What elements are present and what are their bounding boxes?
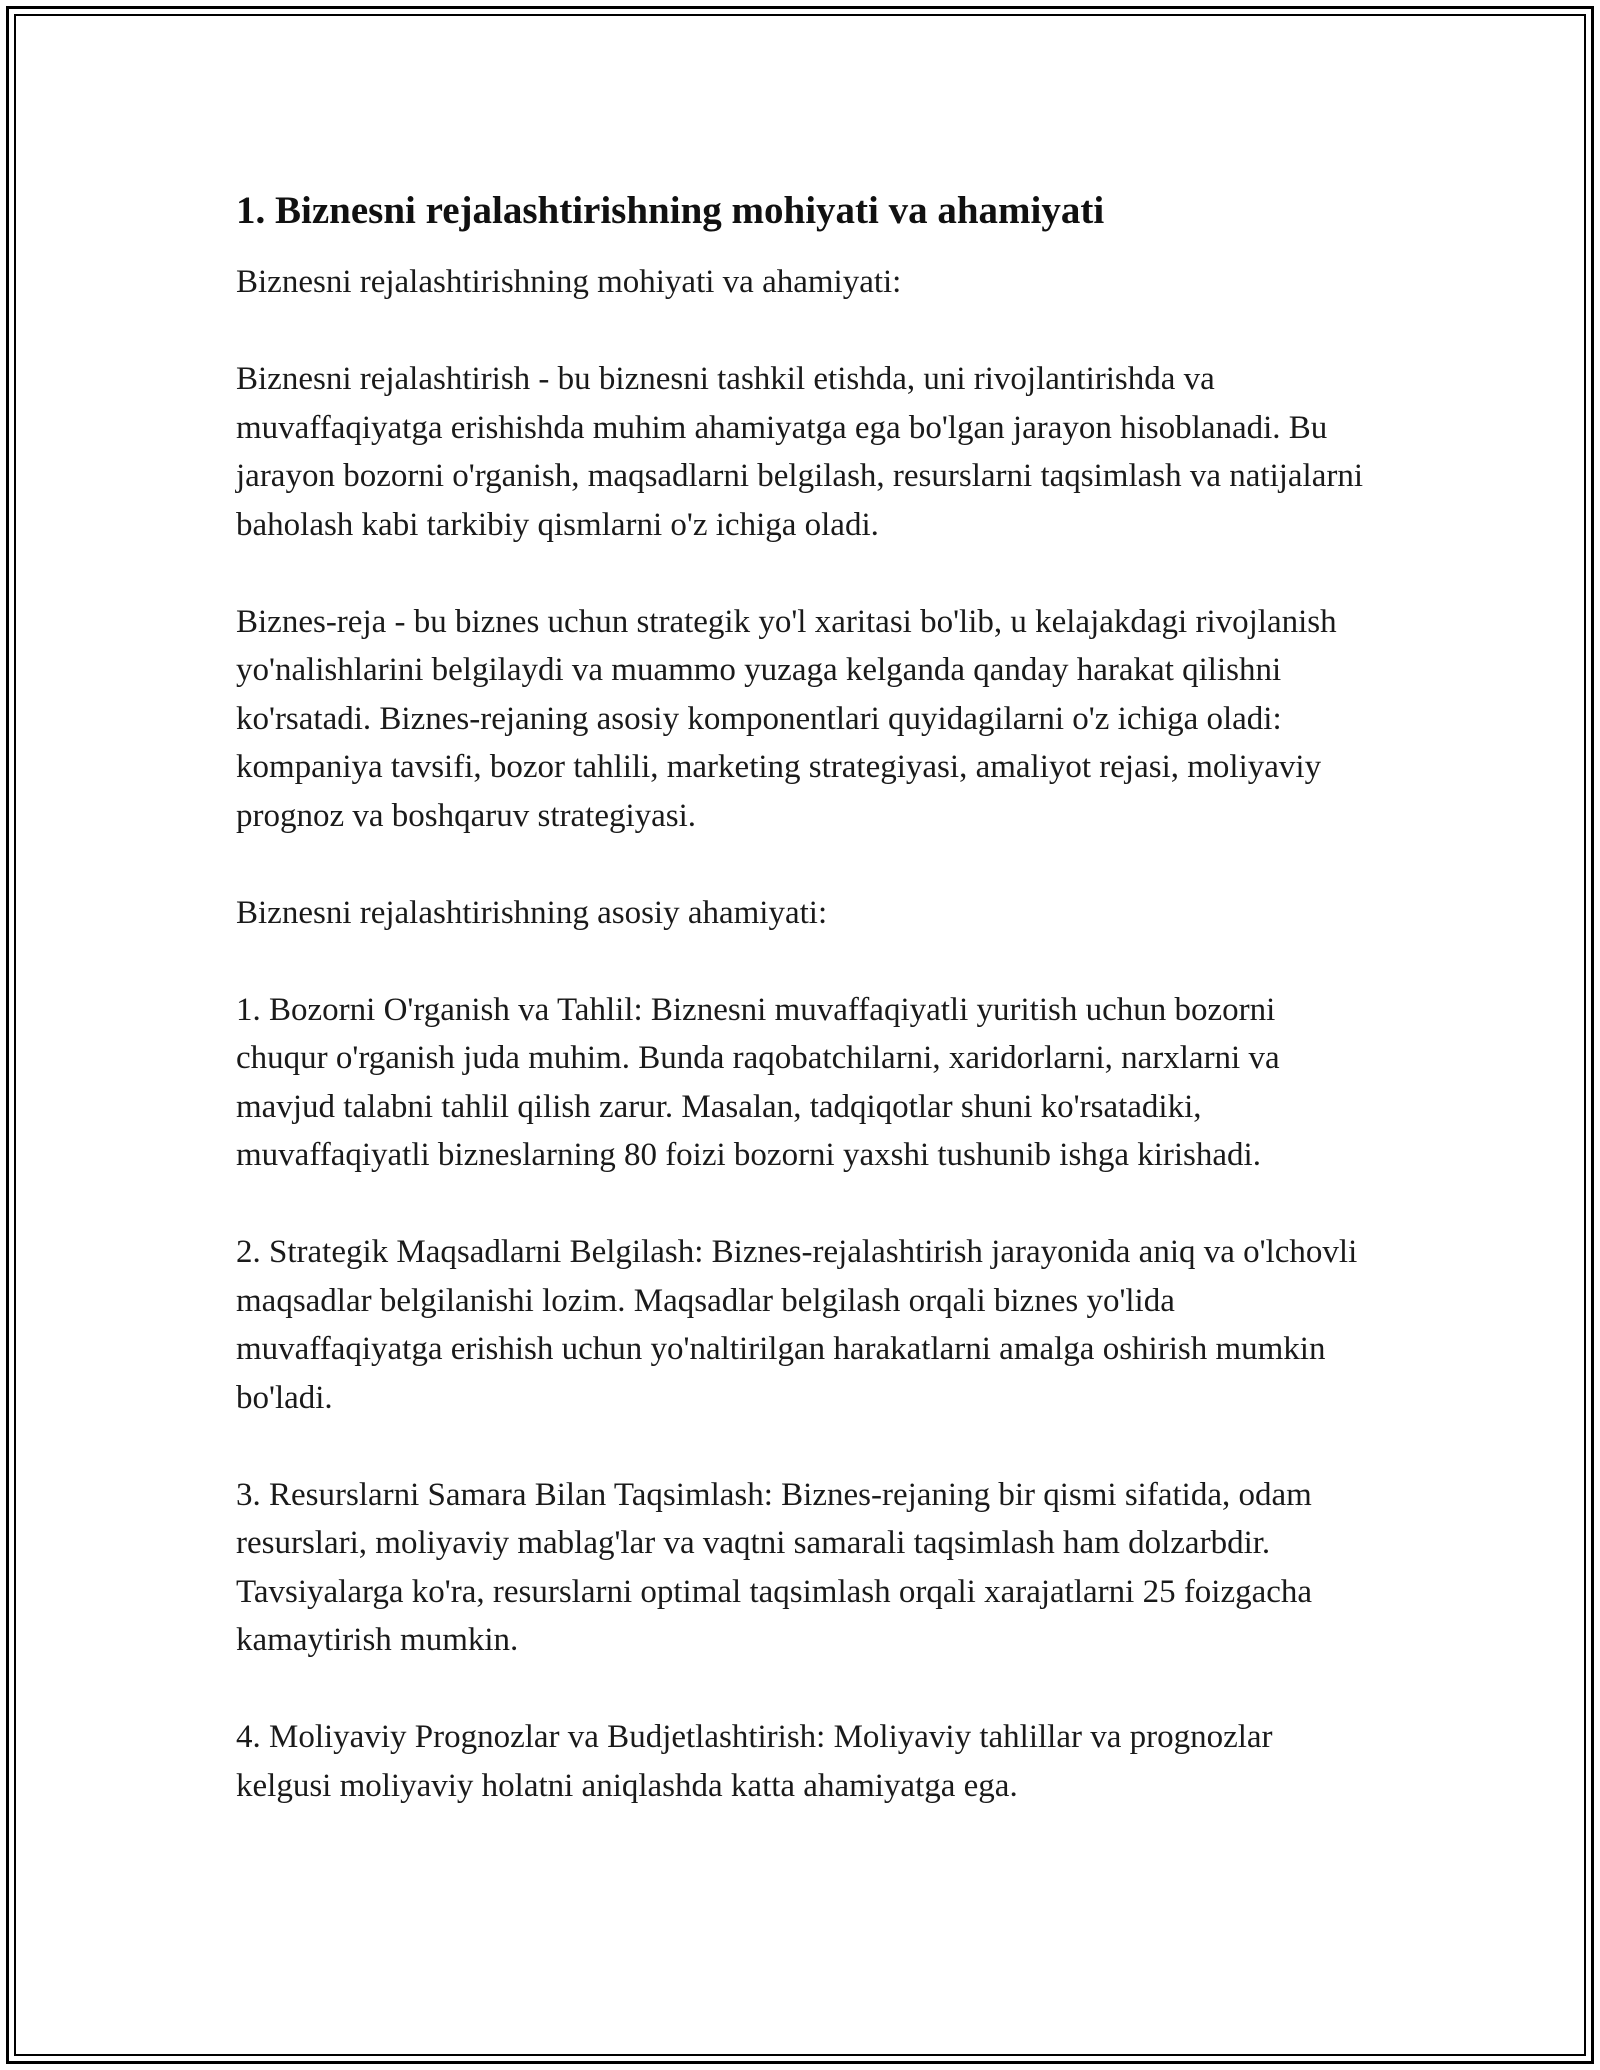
list-item-market-research: 1. Bozorni O'rganish va Tahlil: Biznesni muvaffaqiyatli yuritish uchun bozorni chuqur o'rganish juda muhim. Bunda raqobatchilarni, xaridorlarni, narxlarni va mavjud talabni tahlil qilish zarur. Masalan, tadqiqotlar shuni ko'rsatadiki, muvaffaqiyatli bizneslarning 80 foizi bozorni yaxshi tushunib ishga kirishadi. — [236, 991, 1280, 1173]
intro-label: Biznesni rejalashtirishning mohiyati va ahamiyati: — [236, 264, 902, 300]
list-item-financial-forecasts: 4. Moliyaviy Prognozlar va Budjetlashtirish: Moliyaviy tahlillar va prognozlar kelgusi moliyaviy holatni aniqlashda katta ahamiyatga ega. — [236, 1719, 1273, 1804]
list-item-strategic-goals: 2. Strategik Maqsadlarni Belgilash: Biznes-rejalashtirish jarayonida aniq va o'lchovli maqsadlar belgilanishi lozim. Maqsadlar belgilash orqali biznes yo'lida muvaffaqiyatga erishish uchun yo'naltirilgan harakatlarni amalga oshirish mumkin bo'ladi. — [236, 1234, 1358, 1416]
paragraph-business-plan: Biznes-reja - bu biznes uchun strategik yo'l xaritasi bo'lib, u kelajakdagi rivojlanish yo'nalishlarini belgilaydi va muammo yuzaga kelganda qanday harakat qilishni ko'rsatadi. Biznes-rejaning asosiy komponentlari quyidagilarni o'z ichiga oladi: kompaniya tavsifi, bozor tahlili, marketing strategiyasi, amaliyot rejasi, moliyaviy prognoz va boshqaruv strategiyasi. — [236, 603, 1337, 834]
list-item-resource-allocation: 3. Resurslarni Samara Bilan Taqsimlash: Biznes-rejaning bir qismi sifatida, odam resurslari, moliyaviy mablag'lar va vaqtni samarali taqsimlash ham dolzarbdir. Tavsiyalarga ko'ra, resurslarni optimal taqsimlash orqali xarajatlarni 25 foizgacha kamaytirish mumkin. — [236, 1476, 1313, 1658]
paragraph-definition: Biznesni rejalashtirish - bu biznesni tashkil etishda, uni rivojlantirishda va muvaffaqiyatga erishishda muhim ahamiyatga ega bo'lgan jarayon hisoblanadi. Bu jarayon bozorni o'rganish, maqsadlarni belgilash, resurslarni taqsimlash va natijalarni baholash kabi tarkibiy qismlarni o'z ichiga oladi. — [236, 361, 1364, 543]
importance-label: Biznesni rejalashtirishning asosiy ahamiyati: — [236, 894, 828, 931]
page-title: 1. Biznesni rejalashtirishning mohiyati va ahamiyati — [236, 189, 1105, 232]
document-body — [236, 186, 1366, 1859]
